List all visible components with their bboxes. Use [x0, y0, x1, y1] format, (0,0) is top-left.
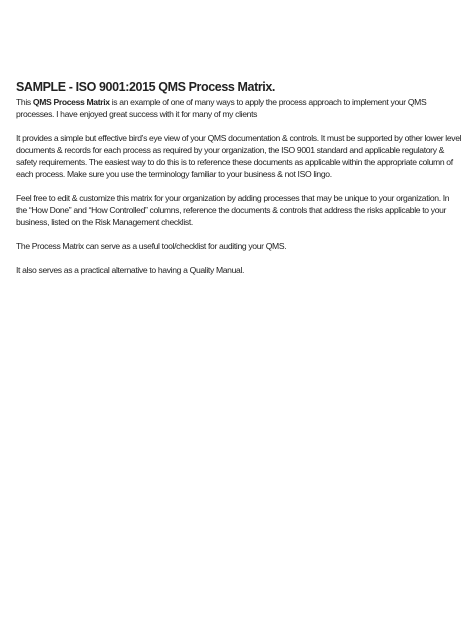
document-title: SAMPLE - ISO 9001:2015 QMS Process Matrix. [16, 80, 276, 94]
paragraph-audit: The Process Matrix can serve as a useful tool/checklist for auditing your QMS. [16, 241, 287, 251]
intro-paragraph [16, 96, 462, 120]
paragraph-customize: Feel free to edit & customize this matrix for your organization by adding processes that may be unique to your organization. In the “How Done” and “How Controlled” columns, reference the documents & controls that address the risks applicable to your business, listed on the Risk Management checklist. [16, 193, 450, 227]
paragraph-overview: It provides a simple but effective bird’s eye view of your QMS documentation & controls. It must be supported by other lower level documents & records for each process as required by your organization, the ISO 9001 standard and applicable regulatory & safety requirements. The easiest way to do this is to reference these documents as applicable within the appropriate column of each process. Make sure you use the terminology familiar to your business & not ISO lingo. [16, 133, 462, 179]
intro-text-before: This [16, 97, 33, 107]
document-body [16, 80, 462, 288]
paragraph-quality-manual: It also serves as a practical alternative to having a Quality Manual. [16, 265, 245, 275]
intro-text-after: is an example of one of many ways to apply the process approach to implement your QMS processes. I have enjoyed great success with it for many of my clients [16, 97, 427, 119]
intro-bold-term: QMS Process Matrix [32, 97, 110, 107]
